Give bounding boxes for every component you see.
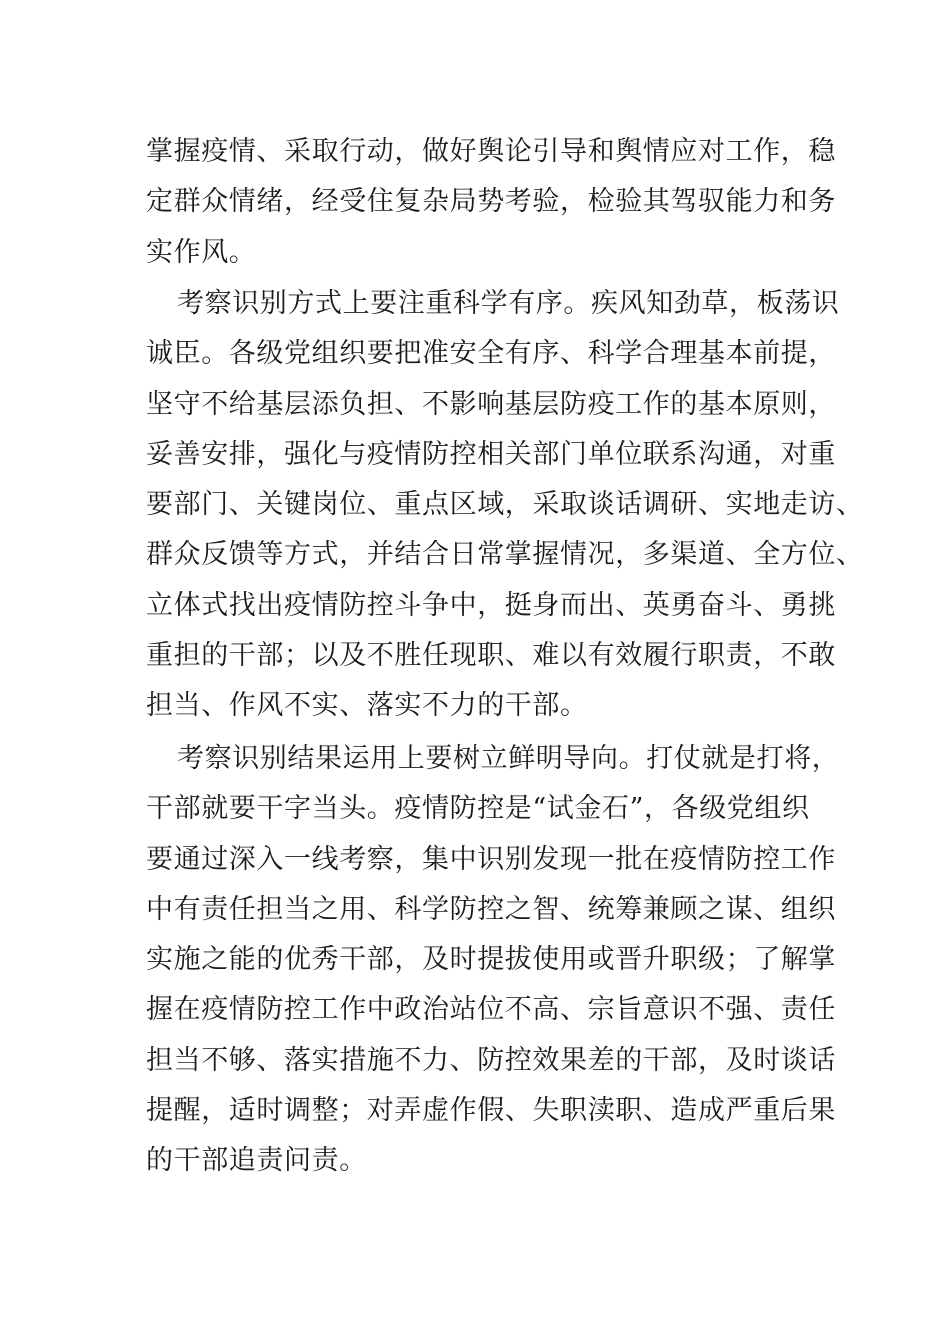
- paragraph-line: 实作风。: [146, 236, 257, 268]
- paragraph-3: [146, 734, 840, 1187]
- paragraph-line: 担当、作风不实、落实不力的干部。: [146, 690, 588, 722]
- paragraph-line: 重担的干部；以及不胜任现职、难以有效履行职责，不敢: [146, 640, 836, 672]
- paragraph-line: 考察识别方式上要注重科学有序。疾风知劲草，板荡识: [177, 288, 840, 319]
- paragraph-line: 握在疫情防控工作中政治站位不高、宗旨意识不强、责任: [146, 994, 836, 1026]
- paragraph-line: 实施之能的优秀干部，及时提拔使用或晋升职级；了解掌: [146, 944, 836, 976]
- paragraph-line: 诚臣。各级党组织要把准安全有序、科学合理基本前提，: [146, 338, 836, 370]
- paragraph-1: [146, 127, 836, 278]
- paragraph-line: 担当不够、落实措施不力、防控效果差的干部，及时谈话: [146, 1044, 836, 1076]
- paragraph-line: 掌握疫情、采取行动，做好舆论引导和舆情应对工作，稳: [146, 136, 836, 167]
- paragraph-line: 定群众情绪，经受住复杂局势考验，检验其驾驭能力和务: [146, 186, 836, 218]
- paragraph-line: 考察识别结果运用上要树立鲜明导向。打仗就是打将，: [177, 743, 840, 774]
- paragraph-line: 要通过深入一线考察，集中识别发现一批在疫情防控工作: [146, 843, 836, 875]
- paragraph-line: 提醒，适时调整；对弄虚作假、失职渎职、造成严重后果: [146, 1095, 836, 1127]
- paragraph-line: 的干部追责问责。: [146, 1145, 367, 1177]
- paragraph-2: [146, 279, 864, 732]
- paragraph-line: 要部门、关键岗位、重点区域，采取谈话调研、实地走访、: [146, 489, 864, 521]
- paragraph-line: 坚守不给基层添负担、不影响基层防疫工作的基本原则，: [146, 388, 836, 420]
- paragraph-line: 干部就要干字当头。疫情防控是“试金石”，各级党组织: [146, 793, 810, 825]
- paragraph-line: 中有责任担当之用、科学防控之智、统筹兼顾之谋、组织: [146, 893, 836, 925]
- paragraph-line: 立体式找出疫情防控斗争中，挺身而出、英勇奋斗、勇挑: [146, 589, 836, 621]
- paragraph-line: 群众反馈等方式，并结合日常掌握情况，多渠道、全方位、: [146, 539, 864, 571]
- paragraph-line: 妥善安排，强化与疫情防控相关部门单位联系沟通，对重: [146, 438, 836, 470]
